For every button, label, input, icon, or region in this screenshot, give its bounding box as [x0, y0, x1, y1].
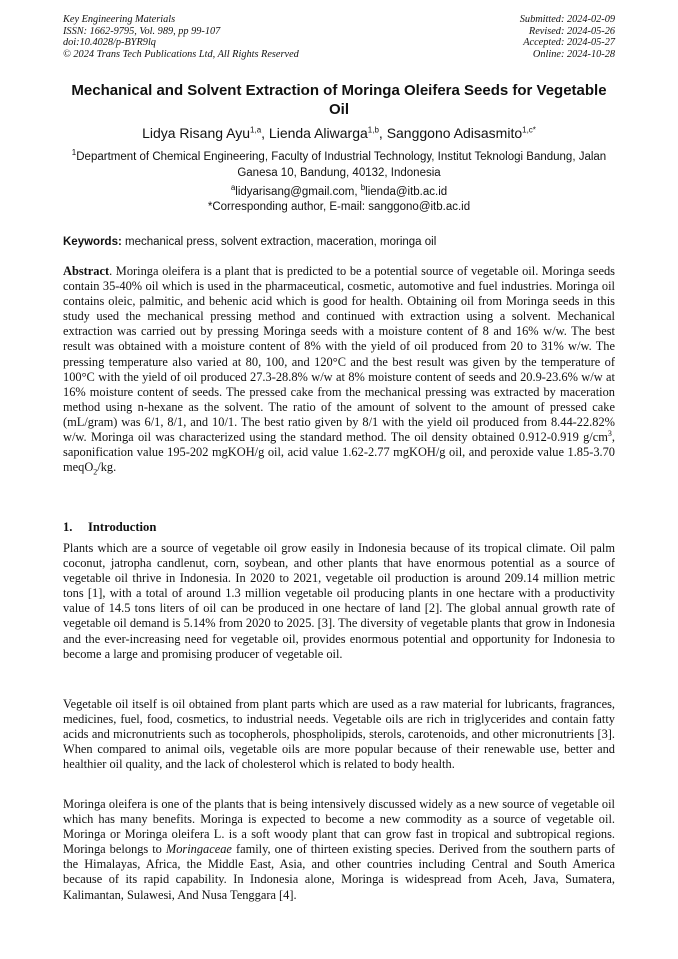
author-separator: ,: [261, 125, 269, 141]
paragraph-text-cont: family, one of thirteen existing species. Derived from the southern parts of the Himalayas, Africa, the Middle East, Asia, and other countries including Central and South America because of its rapid capability. In Indonesia alone, Moringa is widespread from Aceh, Java, Sumatera, Kalimantan, Sulawesi, And Nusa Tenggara [4].: [63, 842, 615, 902]
email-b: lienda@itb.ac.id: [365, 186, 448, 198]
affiliation-text: Department of Chemical Engineering, Faculty of Industrial Technology, Institut Teknologi Bandung, Jalan Ganesa 10, Bandung, 40132, Indonesia: [76, 151, 607, 179]
corresponding-author: *Corresponding author, E-mail: sanggono@itb.ac.id: [207, 201, 471, 213]
author-name: Lidya Risang Ayu: [142, 125, 251, 141]
accepted-date: Accepted: 2024-05-27: [523, 37, 615, 49]
superscript: 3: [607, 428, 612, 438]
family-name: Moringaceae: [165, 842, 232, 857]
submission-dates: [520, 14, 615, 61]
online-date: Online: 2024-10-28: [532, 49, 615, 61]
section-number: 1.: [63, 520, 73, 534]
email-mark: a: [230, 183, 236, 193]
author-name: Lienda Aliwarga: [268, 125, 368, 141]
email-a: lidyarisang@gmail.com,: [235, 186, 361, 198]
affiliation-mark: 1: [71, 148, 77, 158]
author-name: Sanggono Adisasmito: [386, 125, 523, 141]
copyright-line: © 2024 Trans Tech Publications Ltd, All Rights Reserved: [63, 49, 299, 61]
affiliation: [63, 150, 615, 181]
paragraph-text: Plants which are a source of vegetable oil grow easily in Indonesia because of its tropical climate. Oil palm coconut, jatropha candlenut, corn, soybean, and other plants that have enormous potential as a source of vegetable oil thrive in Indonesia. In 2020 to 2021, vegetable oil production is around 209.14 million metric tons [1], with a total of around 1.3 million vegetable oil producing plants in one hectare with a productivity value of 14.5 tons liters of oil can be produced in one hectare of land [2]. The global annual growth rate of vegetable oil demand is 5.14% from 2020 to 2025. [3]. The diversity of vegetable plants that grow in Indonesia and the ever-increasing need for vegetable oil, provides enormous potential and opportunity for Indonesia to become a large and promising producer of vegetable oil.: [63, 541, 615, 661]
contact-emails: [63, 185, 615, 215]
paragraph-text: Moringa oleifera is one of the plants that is being intensively discussed widely as a new source of vegetable oil which has many benefits. Moringa is expected to become a new commodity as a source of vegetable oil. Moringa or Moringa oleifera L. is a soft woody plant that can grow fast in tropical and subtropical regions. Moringa belongs to: [63, 797, 615, 857]
doi-line: doi:10.4028/p-BYR9lq: [63, 37, 156, 49]
intro-paragraph-1: [63, 541, 615, 662]
abstract-text-cont: , saponification value 195-202 mgKOH/g oil, acid value 1.62-2.77 mgKOH/g oil, and peroxide value 1.85-3.70 meqO: [63, 430, 615, 475]
keywords: [63, 235, 623, 250]
subscript: 2: [93, 467, 98, 477]
paragraph-text: Vegetable oil itself is oil obtained from plant parts which are used as a raw material for lubricants, fragrances, medicines, fuel, food, cosmetics, to industrial needs. Vegetable oils are rich in triglycerides and contain fatty acids and micronutrients such as tocopherols, phospholipids, sterols, carotenoids, and other micronutrients [3]. When compared to animal oils, vegetable oils are more popular because of their renewable use, better and healthier oil quality, and the lack of cholesterol which is related to body health.: [63, 697, 615, 772]
author-list: [40, 124, 638, 142]
author-affil-mark: 1,b: [367, 125, 379, 135]
journal-name: Key Engineering Materials: [63, 14, 176, 25]
author-separator: ,: [378, 125, 387, 141]
abstract-text-end: /kg.: [97, 460, 117, 475]
email-mark: b: [360, 183, 366, 193]
author-affil-mark: 1,c*: [522, 125, 536, 135]
submitted-date: Submitted: 2024-02-09: [519, 14, 615, 25]
abstract-text: . Moringa oleifera is a plant that is predicted to be a potential source of vegetable oil. Moringa seeds contain 35-40% oil which is used in the pharmaceutical, cosmetic, automotive and fuel industries. Moringa oil contains oleic, palmitic, and behenic acid which is good for health. Obtaining oil from Moringa seeds in this study used the mechanical pressing method and continued with extraction using a solvent. Mechanical extraction was carried out by pressing Moringa seeds with a moisture content of 8 and 16% w/w. The best result was obtained with a moisture content of 8% with the yield of oil produced from 20 to 31% w/w. The pressing temperature also varied at 80, 100, and 120°C and the best result was given by the temperature of 100°C with the yield of oil produced 27.3-28.8% w/w at 8% moisture content of seeds and 20.9-23.6% w/w at 16% moisture content of seeds. The pressed cake from the mechanical pressing was extracted by maceration method using n-hexane as the solvent. The ratio of the amount of solvent to the amount of pressed cake (mL/gram) was 6/1, 8/1, and 10/1. The best ratio given by 8/1 with the yield oil produced from 8.44-22.82% w/w. Moringa oil was characterized using the standard method. The oil density obtained 0.912-0.919 g/cm: [63, 264, 615, 445]
revised-date: Revised: 2024-05-26: [528, 25, 615, 37]
section-heading: [63, 520, 156, 535]
keywords-label: Keywords:: [63, 236, 122, 248]
keywords-text: mechanical press, solvent extraction, maceration, moringa oil: [121, 236, 437, 248]
author-affil-mark: 1,a: [250, 125, 262, 135]
section-title: Introduction: [88, 520, 157, 534]
abstract: [63, 264, 615, 475]
issn-line: ISSN: 1662-9795, Vol. 989, pp 99-107: [63, 25, 221, 37]
abstract-label: Abstract: [63, 264, 110, 278]
journal-info: [63, 14, 299, 61]
paper-title: Mechanical and Solvent Extraction of Moringa Oleifera Seeds for Vegetable Oil: [71, 82, 607, 118]
intro-paragraph-2: [63, 697, 615, 772]
intro-paragraph-3: [63, 797, 615, 903]
